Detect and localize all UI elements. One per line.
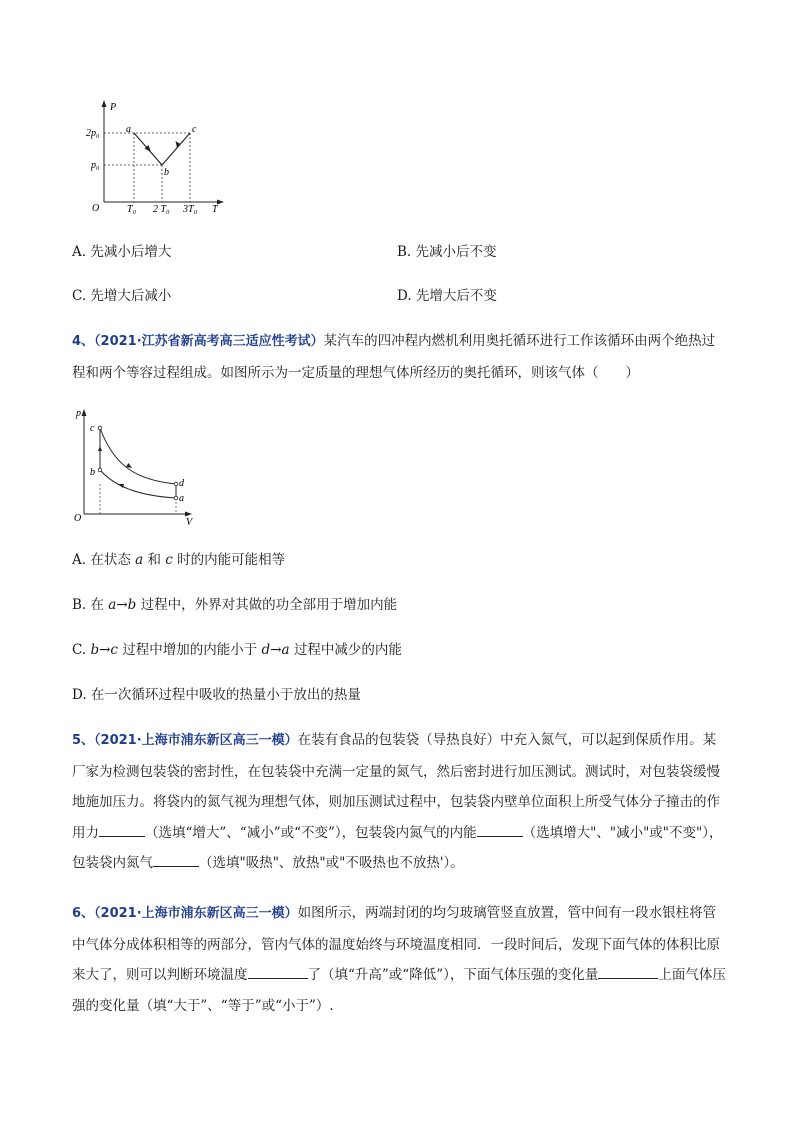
- y-label-2p0: $2p_0$: [86, 128, 100, 140]
- t-axis-label: T: [212, 204, 218, 214]
- pt-diagram: [84, 98, 234, 214]
- q3-option-a[interactable]: A. 先减小后增大: [72, 244, 172, 260]
- q4-option-c[interactable]: C. b→c 过程中增加的内能小于 d→a 过程中减少的内能: [72, 642, 402, 658]
- v-axis-arrow-icon: [185, 512, 192, 517]
- v-axis-label: V: [186, 517, 193, 528]
- q6-blank-1[interactable]: [248, 965, 308, 979]
- y-label-p0: $p_0$: [91, 160, 100, 172]
- q4-option-b[interactable]: B. 在 a→b 过程中，外界对其做的功全部用于增加内能: [72, 597, 398, 613]
- x-label-T0: $T_0$: [127, 204, 136, 214]
- p-axis-arrow-icon: [102, 100, 107, 107]
- q4-option-a[interactable]: A. 在状态 a 和 c 时的内能可能相等: [72, 552, 286, 568]
- question-6: [72, 898, 728, 1021]
- p-axis-arrow-icon: [82, 409, 87, 416]
- process-b-c: [162, 133, 190, 165]
- q5-text-4: （选填"吸热"、放热"或"不吸热也不放热'）。: [199, 855, 464, 871]
- q6-number: 6、: [72, 906, 95, 921]
- q4-source: （2021·江苏省新高考高三适应性考试）: [94, 334, 324, 349]
- point-b-dot: [98, 468, 102, 472]
- q3-option-d[interactable]: D. 先增大后不变: [397, 288, 497, 304]
- q6-source: （2021·上海市浦东新区高三一模）: [94, 906, 298, 921]
- t-axis-arrow-icon: [217, 200, 224, 205]
- point-a-label: a: [179, 493, 184, 504]
- q4-option-d[interactable]: D. 在一次循环过程中吸收的热量小于放出的热量: [72, 687, 361, 703]
- question-5: [72, 725, 728, 879]
- point-c-label: c: [90, 423, 95, 434]
- q5-text-3: （选填增大"、"减小"或"不变"），包装袋内氮气: [72, 824, 723, 871]
- q4-text: 某汽车的四冲程内燃机利用奥托循环进行工作该循环由两个绝热过程和两个等容过程组成。如图所示为一定质量的理想气体所经历的奥托循环，则该气体（ ）: [72, 333, 716, 381]
- point-a-dot: [174, 496, 178, 500]
- x-label-3T0: $3T_0$: [183, 204, 197, 214]
- point-c-label: c: [192, 124, 197, 135]
- q6-blank-2[interactable]: [598, 965, 658, 979]
- x-label-2T0: 2 $T_0$: [153, 204, 170, 214]
- q5-text-1: 在装有食品的包装袋（导热良好）中充入氮气，可以起到保质作用。某厂家为检测包装袋的密封性，在包装袋中充满一定量的氮气，然后密封进行加压测试。测试时，对包装袋缓慢地施加压力。将袋内的氮气视为理想气体，则加压测试过程中，包装袋内壁单位面积上所受气体分子撞击的作用力: [72, 732, 720, 841]
- arrow-b-c-icon: [98, 446, 102, 451]
- q3-option-c[interactable]: C. 先增大后减小: [72, 288, 172, 304]
- q5-number: 5、: [72, 733, 95, 748]
- p-axis-label: p: [76, 408, 81, 419]
- process-c-d: [100, 428, 176, 484]
- q6-text-2: 了（填“升高”或“降低”），下面气体压强的变化量: [307, 967, 599, 983]
- q5-blank-3[interactable]: [153, 853, 199, 867]
- pv-diagram: [70, 404, 200, 528]
- q5-blank-2[interactable]: [477, 823, 523, 837]
- q4-number: 4、: [72, 334, 95, 349]
- q3-option-b[interactable]: B. 先减小后不变: [397, 244, 497, 260]
- point-b-label: b: [90, 467, 95, 478]
- origin-label: O: [74, 513, 82, 524]
- point-a-label: a: [126, 124, 131, 135]
- arrow-a-b-icon: [118, 484, 124, 488]
- q5-text-2: （选填“增大”、“减小”或“不变”），包装袋内氮气的内能: [145, 824, 477, 841]
- q5-source: （2021·上海市浦东新区高三一模）: [94, 733, 298, 748]
- q6-text-3: 上面气体压强的变化量（填“大于”、“等于”或“小于”）.: [72, 967, 726, 1014]
- question-4: [72, 326, 728, 388]
- point-b-label: b: [164, 167, 169, 178]
- point-d-dot: [174, 482, 178, 486]
- origin-label: O: [92, 203, 100, 214]
- point-c-dot: [98, 426, 102, 430]
- p-axis-label: P: [110, 102, 117, 113]
- q6-text-1: 如图所示，两端封闭的均匀玻璃管竖直放置，管中间有一段水银柱将管中气体分成体积相等的两部分，管内气体的温度始终与环境温度相同．一段时间后，发现下面气体的体积比原来大了，则可以判断环境温度: [72, 905, 720, 983]
- point-d-label: d: [179, 478, 184, 489]
- q5-blank-1[interactable]: [99, 823, 145, 837]
